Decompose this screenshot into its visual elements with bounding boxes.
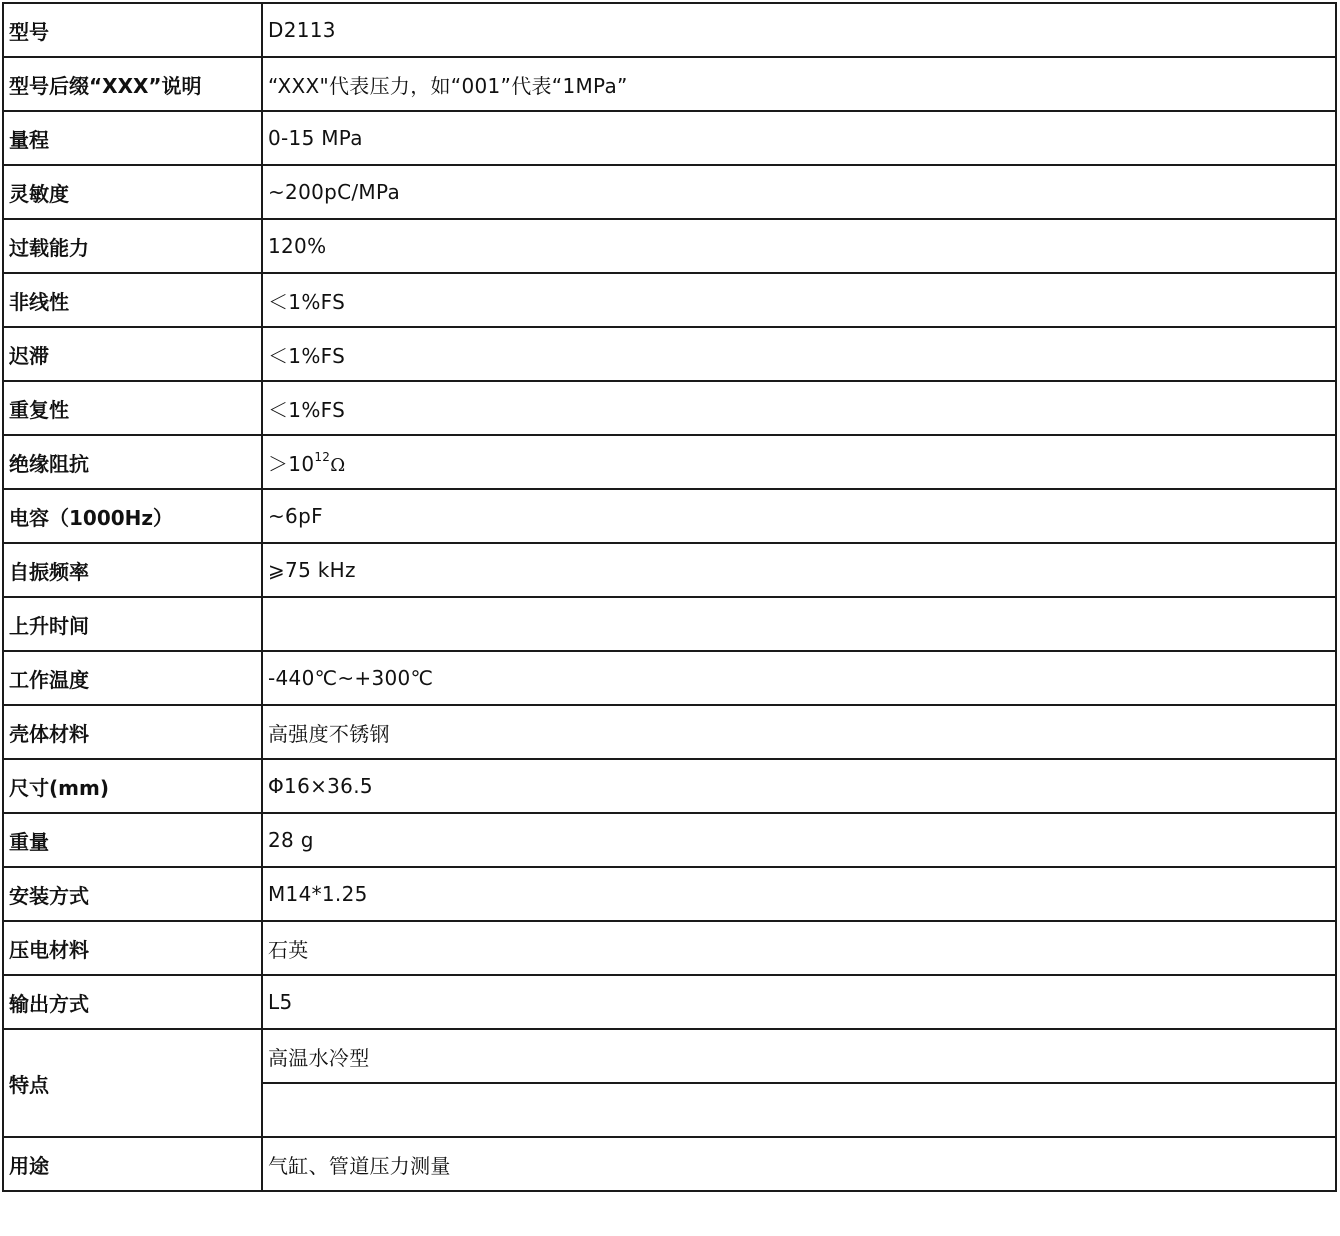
spec-table [2,2,1337,1192]
row-value: “XXX"代表压力，如“001”代表“1MPa” [262,57,1336,111]
row-label: 安装方式 [3,867,262,921]
table-row [3,111,1336,165]
row-label: 型号后缀“XXX”说明 [3,57,262,111]
row-value [262,1083,1336,1137]
row-value: ~200pC/MPa [262,165,1336,219]
table-row [3,489,1336,543]
table-row [3,759,1336,813]
row-label: 输出方式 [3,975,262,1029]
row-value: 28 g [262,813,1336,867]
row-value: 气缸、管道压力测量 [262,1137,1336,1191]
row-label: 灵敏度 [3,165,262,219]
row-value: 高温水冷型 [262,1029,1336,1083]
row-label: 过载能力 [3,219,262,273]
row-label: 绝缘阻抗 [3,435,262,489]
table-row [3,867,1336,921]
row-label: 非线性 [3,273,262,327]
row-value: 120% [262,219,1336,273]
row-value: ＜1%FS [262,273,1336,327]
row-value [262,597,1336,651]
table-row [3,705,1336,759]
value-exponent: 12 [314,449,331,464]
row-value: 石英 [262,921,1336,975]
table-row [3,435,1336,489]
row-label: 重量 [3,813,262,867]
table-row [3,597,1336,651]
table-row [3,165,1336,219]
row-label: 迟滞 [3,327,262,381]
table-row [3,921,1336,975]
table-row [3,3,1336,57]
row-value [262,435,1336,489]
row-value: 高强度不锈钢 [262,705,1336,759]
table-row [3,219,1336,273]
table-row [3,1029,1336,1083]
row-label: 尺寸(mm) [3,759,262,813]
table-row [3,381,1336,435]
table-row [3,813,1336,867]
row-label: 量程 [3,111,262,165]
row-value: 0-15 MPa [262,111,1336,165]
table-row [3,651,1336,705]
row-value: Φ16×36.5 [262,759,1336,813]
row-value: L5 [262,975,1336,1029]
row-value: M14*1.25 [262,867,1336,921]
table-row [3,975,1336,1029]
table-row [3,273,1336,327]
row-value: ⩾75 kHz [262,543,1336,597]
row-label: 重复性 [3,381,262,435]
row-label: 上升时间 [3,597,262,651]
table-row [3,327,1336,381]
table-row [3,57,1336,111]
value-prefix: ＞10 [268,451,315,476]
row-label: 压电材料 [3,921,262,975]
row-value: ~6pF [262,489,1336,543]
table-row [3,543,1336,597]
table-row [3,1137,1336,1191]
row-value: -440℃~+300℃ [262,651,1336,705]
value-unit: Ω [330,454,346,476]
row-value: ＜1%FS [262,327,1336,381]
row-label: 型号 [3,3,262,57]
row-label: 自振频率 [3,543,262,597]
row-label: 用途 [3,1137,262,1191]
row-value: D2113 [262,3,1336,57]
row-label: 电容（1000Hz） [3,489,262,543]
row-value: ＜1%FS [262,381,1336,435]
row-label: 壳体材料 [3,705,262,759]
row-label: 特点 [3,1029,262,1137]
row-label: 工作温度 [3,651,262,705]
